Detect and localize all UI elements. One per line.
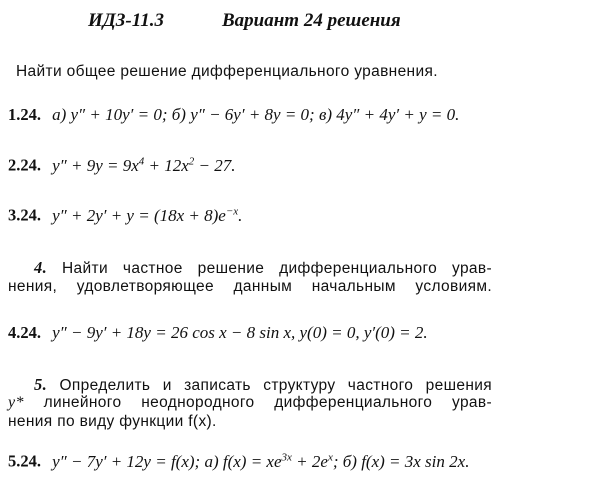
variant-title: Вариант 24 решения (222, 10, 401, 31)
problem-number: 3.24. (8, 205, 41, 225)
task5-line1: 5. Определить и записать структуру частного решения (34, 375, 492, 394)
task4-line2: нения, удовлетворяющее данным начальным условиям. (8, 278, 492, 295)
problem-number: 1.24. (8, 105, 41, 124)
problem-equation: $y'' + 2y' + y = (18x + 8)e^{-x}$. (52, 205, 243, 225)
problem-equation: y″ − 9y′ + 18y = 26 cos x − 8 sin x, y(0) = 0, y′(0) = 2. (52, 323, 428, 342)
task5-line2: y* линейного неоднородного дифференциального урав- (8, 394, 492, 411)
task1-heading: Найти общее решение дифференциального уравнения. (16, 63, 438, 80)
problem-equations: а) y″ + 10y′ = 0; б) y″ − 6y′ + 8y = 0; в) 4y″ + 4y′ + y = 0. (52, 105, 460, 124)
problem-number: 2.24. (8, 155, 41, 175)
problem-number: 4.24. (8, 323, 41, 342)
task4-line1: 4. Найти частное решение дифференциального урав- (34, 258, 492, 277)
problem-3-24 (8, 205, 242, 226)
problem-4-24 (8, 323, 428, 343)
problem-equation: y″ − 7y′ + 12y = f(x); а) $f(x) = xe^{3x} + 2e^x$; б) f(x) = 3x sin 2x. (52, 451, 470, 471)
problem-equation: $y'' + 9y = 9x^4 + 12x^2 - 27$. (52, 155, 236, 175)
document-code: ИДЗ-11.3 (88, 10, 164, 31)
problem-5-24 (8, 451, 469, 472)
problem-1-24 (8, 105, 459, 125)
task5-line3: нения по виду функции f(x). (8, 413, 217, 430)
problem-number: 5.24. (8, 451, 41, 471)
task-number: 4. (34, 258, 48, 277)
y-star: y* (8, 394, 24, 411)
task-number: 5. (34, 375, 48, 394)
problem-2-24 (8, 155, 236, 176)
